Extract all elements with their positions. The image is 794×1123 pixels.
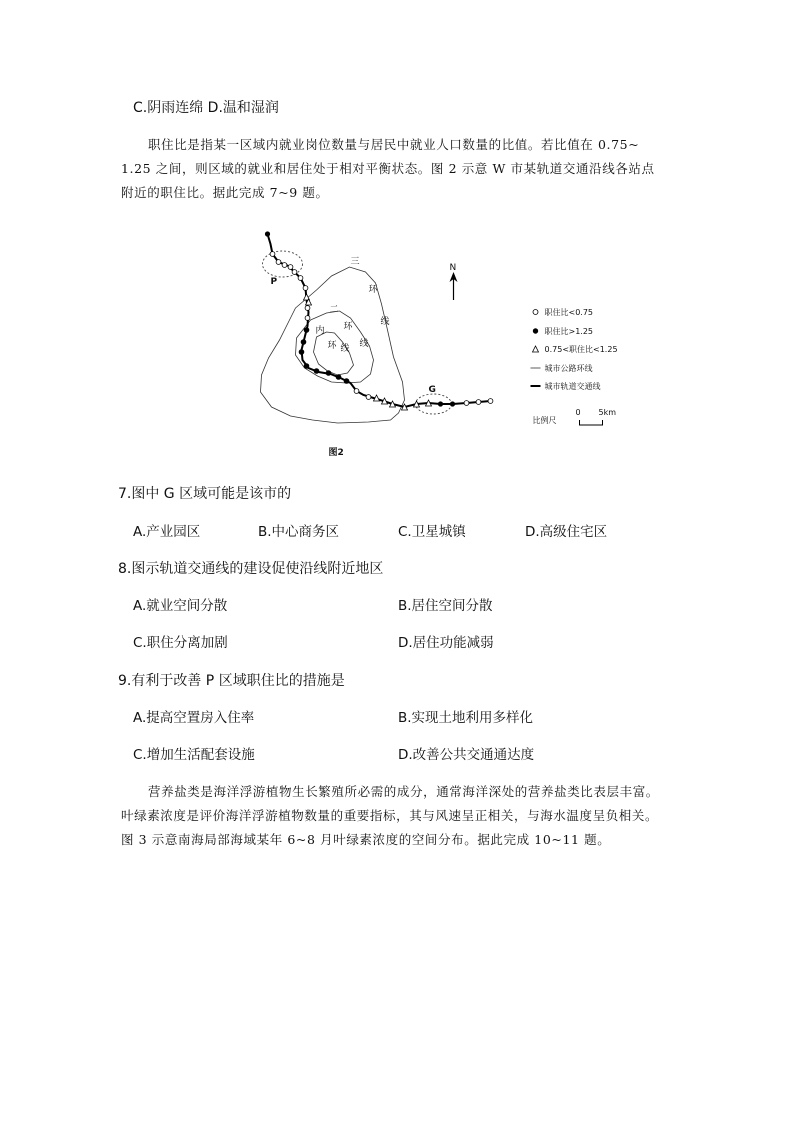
label-g: G <box>428 385 436 395</box>
legend-item-below: 职住比<0.75 <box>544 308 594 317</box>
q8-option-d[interactable]: D.居住功能减弱 <box>398 635 494 651</box>
scale-bar <box>533 408 617 425</box>
prev-question-options: C.阴雨连绵 D.温和湿润 <box>133 100 279 116</box>
q9-option-c[interactable]: C.增加生活配套设施 <box>133 747 255 763</box>
legend-item-above: 职住比>1.25 <box>544 327 594 336</box>
inner-ring-label-1: 内 <box>315 326 325 336</box>
north-label: N <box>449 263 457 273</box>
question-9-stem: 9.有利于改善 P 区域职住比的措施是 <box>118 673 345 689</box>
q8-option-a[interactable]: A.就业空间分散 <box>133 598 228 614</box>
scale-zero: 0 <box>575 408 581 417</box>
q9-option-d[interactable]: D.改善公共交通通达度 <box>398 747 535 763</box>
second-ring-label-3: 线 <box>359 339 369 349</box>
figure-caption: 图2 <box>328 448 344 458</box>
second-ring-label-2: 环 <box>343 322 353 332</box>
q9-option-b[interactable]: B.实现土地利用多样化 <box>398 710 534 726</box>
legend-item-ring-road: 城市公路环线 <box>544 364 593 373</box>
intro-paragraph-line-3: 附近的职住比。据此完成 7~9 题。 <box>121 185 329 200</box>
intro-paragraph-line-1: 职住比是指某一区域内就业岗位数量与居民中就业人口数量的比值。若比值在 0.75~ <box>148 137 640 152</box>
scale-value: 5km <box>598 408 617 417</box>
third-ring-label-3: 线 <box>380 317 390 327</box>
second-ring-label-1: 二 <box>329 305 339 315</box>
question-8-stem: 8.图示轨道交通线的建设促使沿线附近地区 <box>118 561 384 577</box>
legend-item-rail: 城市轨道交通线 <box>544 382 601 391</box>
intro2-paragraph-line-2: 叶绿素浓度是评价海洋浮游植物数量的重要指标，其与风速呈正相关，与海水温度呈负相关。 <box>121 808 659 823</box>
q9-option-a[interactable]: A.提高空置房入住率 <box>133 710 255 726</box>
legend-item-balanced: 0.75<职住比<1.25 <box>544 345 618 354</box>
question-7-stem: 7.图中 G 区域可能是该市的 <box>118 486 292 502</box>
q8-option-c[interactable]: C.职住分离加剧 <box>133 635 228 651</box>
intro2-paragraph-line-1: 营养盐类是海洋浮游植物生长繁殖所必需的成分，通常海洋深处的营养盐类比表层丰富。 <box>148 784 659 799</box>
inner-ring-label-2: 环 <box>327 341 337 351</box>
third-ring-label-2: 环 <box>368 285 378 295</box>
intro2-paragraph-line-3: 图 3 示意南海局部海域某年 6~8 月叶绿素浓度的空间分布。据此完成 10~11 题。 <box>121 832 611 847</box>
stations-ratio-balanced <box>304 294 432 410</box>
q7-option-d[interactable]: D.高级住宅区 <box>525 524 608 540</box>
stations-ratio-above-1-25 <box>265 231 455 406</box>
third-ring-label-1: 三 <box>350 257 360 267</box>
q8-option-b[interactable]: B.居住空间分散 <box>398 598 493 614</box>
rail-transit-line <box>268 234 491 407</box>
q7-option-c[interactable]: C.卫星城镇 <box>398 524 466 540</box>
legend <box>531 307 618 391</box>
intro-paragraph-line-2: 1.25 之间，则区域的就业和居住处于相对平衡状态。图 2 示意 W 市某轨道交通沿线各站点 <box>121 161 655 176</box>
north-arrow-icon <box>450 272 458 300</box>
inner-ring-label-3: 线 <box>340 344 350 354</box>
rail-transit-map-figure <box>180 220 618 465</box>
scale-label: 比例尺 <box>532 416 557 425</box>
q7-option-b[interactable]: B.中心商务区 <box>258 524 340 540</box>
q7-option-a[interactable]: A.产业园区 <box>133 524 201 540</box>
label-p: P <box>270 277 278 287</box>
